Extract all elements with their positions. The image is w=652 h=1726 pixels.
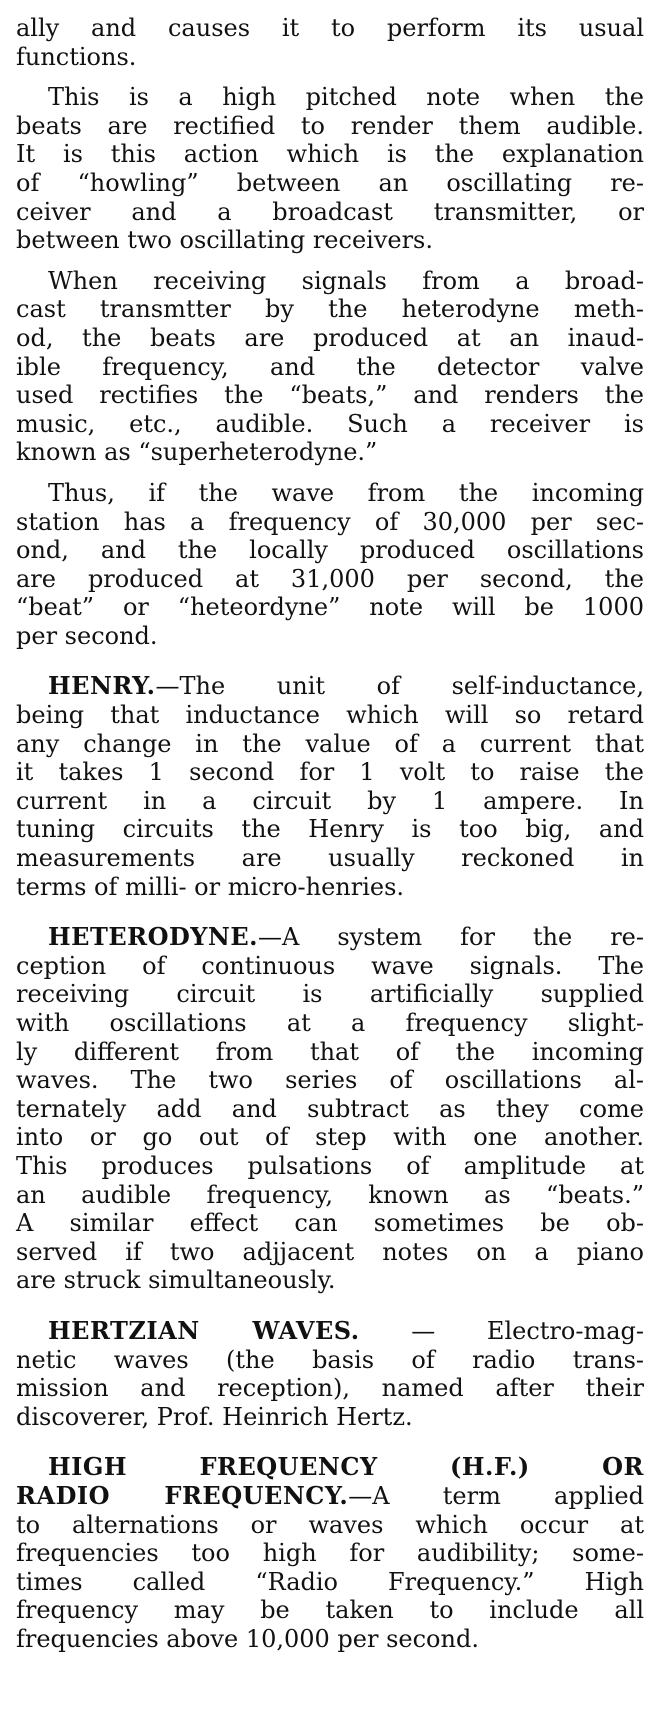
text-line: functions.: [16, 42, 137, 71]
text-line: netic waves (the basis of radio trans-: [16, 1345, 644, 1374]
text-line: “beat” or “heteordyne” note will be 1000: [16, 593, 644, 622]
text-line: waves. The two series of oscillations al-: [16, 1066, 644, 1095]
entry-first-line: [16, 1482, 644, 1511]
text-line: station has a frequency of 30,000 per sec-: [16, 507, 644, 536]
text-line: This produces pulsations of amplitude at: [16, 1151, 644, 1180]
entry-first-line: [16, 1317, 644, 1346]
text-line: frequencies too high for audibility; some-: [16, 1539, 644, 1568]
text-line: known as “superheterodyne.”: [16, 438, 378, 467]
entry-definition-start: —A term applied: [348, 1481, 644, 1510]
text-line: being that inductance which will so retard: [16, 701, 644, 730]
text-line: mission and reception), named after their: [16, 1374, 644, 1403]
text-line: discoverer, Prof. Heinrich Hertz.: [16, 1402, 413, 1431]
text-line: Thus, if the wave from the incoming: [48, 478, 644, 507]
entry-term: HETERODYNE.: [48, 922, 259, 952]
entry-term: HIGH FREQUENCY (H.F.) OR: [48, 1452, 644, 1482]
text-line: ally and causes it to perform its usual: [16, 14, 644, 42]
entry-first-line: [16, 923, 644, 952]
entry-first-line: [16, 672, 644, 701]
continuation-paragraph: [16, 14, 644, 71]
entry-high-frequency: [16, 1453, 644, 1653]
text-line: an audible frequency, known as “beats.”: [16, 1180, 644, 1209]
entry-hertzian-waves: [16, 1317, 644, 1431]
text-line: are produced at 31,000 per second, the: [16, 564, 644, 593]
text-line: beats are rectified to render them audible.: [16, 111, 644, 140]
text-line: any change in the value of a current that: [16, 729, 644, 758]
text-line: measurements are usually reckoned in: [16, 844, 644, 873]
text-line: ternately add and subtract as they come: [16, 1094, 644, 1123]
text-line: to alternations or waves which occur at: [16, 1510, 644, 1539]
entry-heterodyne: [16, 923, 644, 1295]
text-line: per second.: [16, 621, 158, 650]
text-line: It is this action which is the explanation: [16, 140, 644, 169]
text-line: between two oscillating receivers.: [16, 226, 433, 255]
howling-paragraph: [16, 83, 644, 255]
text-line: into or go out of step with one another.: [16, 1123, 644, 1152]
text-line: current in a circuit by 1 ampere. In: [16, 786, 644, 815]
text-line: A similar effect can sometimes be ob-: [16, 1209, 644, 1238]
text-line: ond, and the locally produced oscillations: [16, 536, 644, 565]
text-line: are struck simultaneously.: [16, 1266, 336, 1295]
entry-definition-start: — Electro-mag-: [359, 1316, 644, 1345]
text-line: used rectifies the “beats,” and renders the: [16, 381, 644, 410]
text-line: ception of continuous wave signals. The: [16, 951, 644, 980]
text-line: cast transmtter by the heterodyne meth-: [16, 295, 644, 324]
text-line: of “howling” between an oscillating re-: [16, 168, 644, 197]
text-line: receiving circuit is artificially supplied: [16, 980, 644, 1009]
text-line: frequency may be taken to include all: [16, 1596, 644, 1625]
text-line: ly different from that of the incoming: [16, 1037, 644, 1066]
text-line: od, the beats are produced at an inaud-: [16, 323, 644, 352]
superheterodyne-paragraph: [16, 267, 644, 467]
text-line: This is a high pitched note when the: [48, 83, 644, 112]
example-paragraph: [16, 479, 644, 651]
entry-term-continued: RADIO FREQUENCY.: [16, 1480, 349, 1510]
text-line: served if two adjjacent notes on a piano: [16, 1237, 644, 1266]
entry-definition-start: —The unit of self-inductance,: [155, 672, 644, 701]
entry-term: HENRY.: [48, 671, 156, 701]
text-line: tuning circuits the Henry is too big, and: [16, 815, 644, 844]
entry-henry: [16, 672, 644, 901]
text-line: ible frequency, and the detector valve: [16, 352, 644, 381]
text-line: it takes 1 second for 1 volt to raise the: [16, 758, 644, 787]
text-line: with oscillations at a frequency slight-: [16, 1009, 644, 1037]
entry-term: HERTZIAN WAVES.: [48, 1315, 360, 1345]
text-line: times called “Radio Frequency.” High: [16, 1567, 644, 1596]
text-line: terms of milli- or micro-henries.: [16, 872, 405, 901]
text-line: music, etc., audible. Such a receiver is: [16, 409, 644, 438]
text-line: ceiver and a broadcast transmitter, or: [16, 197, 644, 226]
dictionary-page: [16, 14, 644, 1653]
text-line: frequencies above 10,000 per second.: [16, 1624, 479, 1653]
text-line: When receiving signals from a broad-: [48, 266, 644, 295]
entry-definition-start: —A system for the re-: [258, 923, 644, 952]
